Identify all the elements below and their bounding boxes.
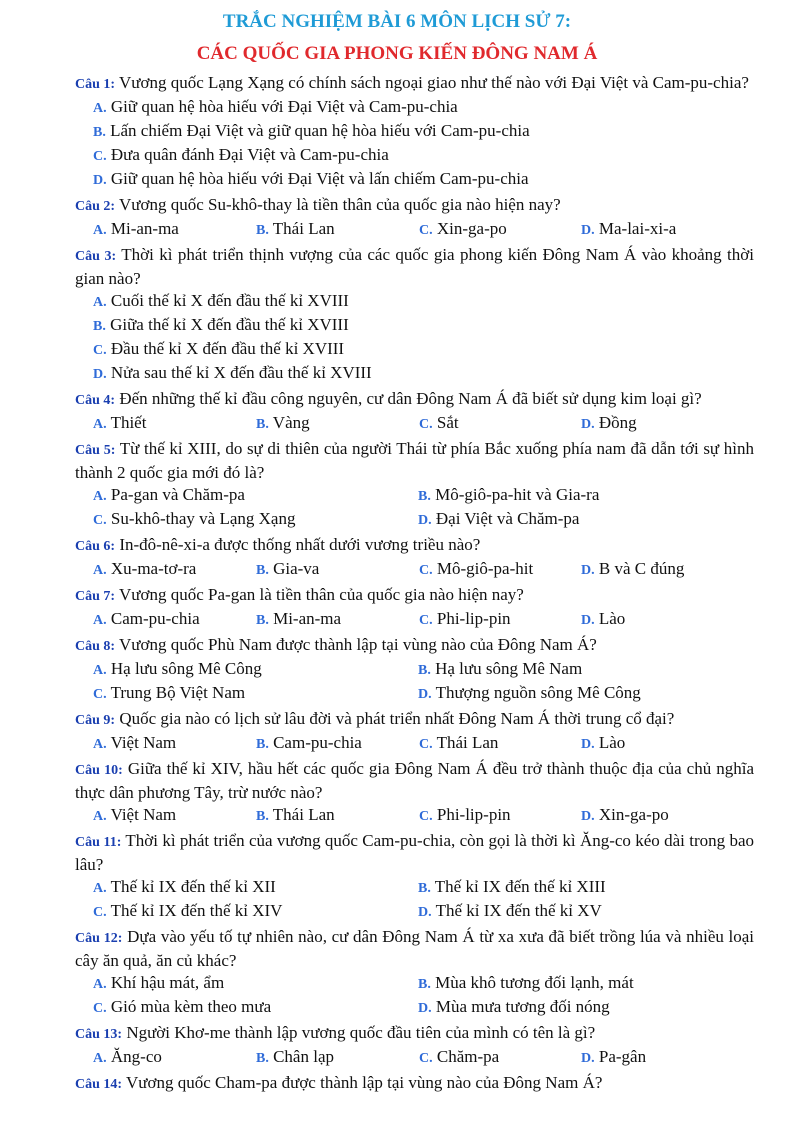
answer-option [93,508,418,532]
option-letter: A. [93,613,107,628]
option-letter: B. [256,613,269,628]
answer-option [418,996,754,1020]
question-number: Câu 13: [75,1027,123,1042]
question-text: In-đô-nê-xi-a được thống nhất dưới vương triều nào? [119,535,481,554]
option-text: Phi-lip-pin [436,805,511,824]
answer-option [581,412,754,436]
option-letter: C. [419,223,433,238]
option-text: Lấn chiếm Đại Việt và giữ quan hệ hòa hiếu với Cam-pu-chia [110,121,530,140]
options-group [75,412,754,436]
option-text: Thế kỉ IX đến thế kỉ XV [435,901,602,920]
answer-option [419,412,581,436]
answer-option [93,338,754,362]
answer-option [418,682,754,706]
question-list [75,72,754,1096]
option-text: Gió mùa kèm theo mưa [110,997,272,1016]
option-text: Giữa thế kỉ X đến đầu thế kỉ XVIII [110,315,349,334]
options-group [75,876,754,924]
options-group [75,972,754,1020]
answer-option [256,608,419,632]
answer-option [418,484,754,508]
option-text: Thế kỉ IX đến thế kỉ XIV [110,901,283,920]
option-letter: B. [418,489,431,504]
option-letter: B. [418,977,431,992]
answer-option [93,168,754,192]
option-letter: C. [93,687,107,702]
options-group [75,608,754,632]
option-text: Khí hậu mát, ẩm [110,973,225,992]
option-letter: B. [256,563,269,578]
answer-option [93,362,754,386]
option-letter: A. [93,417,107,432]
option-text: Cuối thế kỉ X đến đầu thế kỉ XVIII [110,291,349,310]
option-text: Vàng [272,413,310,432]
answer-option [256,804,419,828]
options-group [75,658,754,706]
answer-option [93,96,754,120]
option-letter: B. [93,319,106,334]
answer-option [418,876,754,900]
question-number: Câu 2: [75,199,116,214]
title-line-2: CÁC QUỐC GIA PHONG KIẾN ĐÔNG NAM Á [196,43,598,64]
question-text: Đến những thế kỉ đầu công nguyên, cư dân Đông Nam Á đã biết sử dụng kim loại gì? [119,389,702,408]
question-number: Câu 10: [75,763,123,778]
option-text: Thái Lan [272,219,335,238]
options-group [75,1046,754,1070]
option-text: Việt Nam [110,733,177,752]
question-number: Câu 14: [75,1077,123,1092]
option-letter: D. [581,809,595,824]
answer-option [581,558,754,582]
option-text: Lào [598,733,626,752]
option-letter: C. [93,513,107,528]
option-text: Xin-ga-po [598,805,669,824]
options-group [75,218,754,242]
answer-option [93,804,256,828]
answer-option [581,218,754,242]
question-text: Vương quốc Phù Nam được thành lập tại vùng nào của Đông Nam Á? [119,635,597,654]
question [75,534,754,558]
question-number: Câu 9: [75,713,116,728]
option-text: Thế kỉ IX đến thế kỉ XII [110,877,276,896]
question-number: Câu 8: [75,639,116,654]
option-text: Nửa sau thế kỉ X đến đầu thế kỉ XVIII [110,363,372,382]
answer-option [581,804,754,828]
option-letter: D. [418,687,432,702]
answer-option [419,1046,581,1070]
options-group [75,290,754,386]
option-letter: C. [93,149,107,164]
option-letter: A. [93,223,107,238]
question [75,1022,754,1046]
option-letter: D. [581,1051,595,1066]
option-letter: A. [93,1051,107,1066]
option-letter: D. [581,563,595,578]
answer-option [93,996,418,1020]
option-letter: A. [93,563,107,578]
question-number: Câu 1: [75,77,116,92]
option-text: Mô-giô-pa-hit và Gia-ra [435,485,600,504]
option-letter: B. [256,1051,269,1066]
option-text: Giữ quan hệ hòa hiếu với Đại Việt và lấn chiếm Cam-pu-chia [110,169,529,188]
option-letter: D. [418,1001,432,1016]
option-text: Chăm-pa [436,1047,500,1066]
option-letter: C. [419,809,433,824]
option-letter: B. [256,809,269,824]
option-letter: A. [93,977,107,992]
answer-option [93,682,418,706]
question-number: Câu 4: [75,393,116,408]
question [75,830,754,876]
option-text: Thái Lan [272,805,335,824]
option-text: Cam-pu-chia [273,733,362,752]
answer-option [93,484,418,508]
question-text: Vương quốc Cham-pa được thành lập tại vùng nào của Đông Nam Á? [126,1073,603,1092]
option-letter: C. [93,905,107,920]
option-text: Thượng nguồn sông Mê Công [435,683,641,702]
answer-option [419,732,581,756]
answer-option [93,972,418,996]
option-text: Việt Nam [110,805,177,824]
option-text: Pa-gân [598,1047,647,1066]
answer-option [93,876,418,900]
option-letter: B. [418,663,431,678]
option-letter: D. [93,173,107,188]
answer-option [419,804,581,828]
option-text: Đồng [598,413,637,432]
answer-option [256,412,419,436]
option-text: Mi-an-ma [273,609,342,628]
answer-option [93,144,754,168]
option-letter: C. [93,1001,107,1016]
answer-option [418,658,754,682]
option-text: Thế kỉ IX đến thế kỉ XIII [434,877,606,896]
option-letter: A. [93,737,107,752]
option-letter: B. [418,881,431,896]
option-letter: B. [256,223,269,238]
option-text: Su-khô-thay và Lạng Xạng [110,509,296,528]
option-letter: A. [93,489,107,504]
options-group [75,804,754,828]
question [75,194,754,218]
question-text: Quốc gia nào có lịch sử lâu đời và phát triển nhất Đông Nam Á thời trung cổ đại? [119,709,675,728]
answer-option [93,412,256,436]
option-letter: A. [93,881,107,896]
option-letter: C. [419,417,433,432]
option-letter: B. [256,417,269,432]
option-text: Pa-gan và Chăm-pa [110,485,245,504]
option-text: Hạ lưu sông Mê Nam [435,659,583,678]
answer-option [256,1046,419,1070]
option-text: Trung Bộ Việt Nam [110,683,246,702]
option-letter: D. [581,737,595,752]
answer-option [581,732,754,756]
option-text: Sắt [436,413,459,432]
question-number: Câu 12: [75,931,123,946]
option-text: Xin-ga-po [436,219,507,238]
question [75,1072,754,1096]
option-text: Mùa mưa tương đối nóng [435,997,610,1016]
option-letter: A. [93,101,107,116]
question [75,758,754,804]
option-letter: C. [419,563,433,578]
question-number: Câu 5: [75,443,116,458]
option-text: Đưa quân đánh Đại Việt và Cam-pu-chia [110,145,389,164]
answer-option [93,290,754,314]
answer-option [418,508,754,532]
question-number: Câu 7: [75,589,116,604]
answer-option [93,1046,256,1070]
option-text: Mô-giô-pa-hit [436,559,534,578]
question-number: Câu 11: [75,835,122,850]
option-text: Mi-an-ma [110,219,179,238]
question-text: Vương quốc Pa-gan là tiền thân của quốc gia nào hiện nay? [119,585,524,604]
option-text: Giữ quan hệ hòa hiếu với Đại Việt và Cam-pu-chia [110,97,458,116]
option-letter: C. [419,737,433,752]
question [75,708,754,732]
question [75,72,754,96]
options-group [75,732,754,756]
question-text: Vương quốc Su-khô-thay là tiền thân của quốc gia nào hiện nay? [119,195,561,214]
option-letter: C. [419,1051,433,1066]
question-text: Thời kì phát triển của vương quốc Cam-pu-chia, còn gọi là thời kì Ăng-co kéo dài trong bao lâu? [75,831,754,874]
option-text: Xu-ma-tơ-ra [110,559,197,578]
option-letter: D. [581,223,595,238]
question [75,634,754,658]
option-text: Chân lạp [273,1047,334,1066]
answer-option [418,900,754,924]
option-text: Đại Việt và Chăm-pa [435,509,580,528]
option-letter: D. [581,417,595,432]
option-letter: B. [256,737,269,752]
option-letter: C. [419,613,433,628]
option-text: B và C đúng [598,559,685,578]
question-text: Vương quốc Lạng Xạng có chính sách ngoại giao như thế nào với Đại Việt và Cam-pu-chia? [119,73,749,92]
option-text: Lào [598,609,626,628]
option-text: Thiết [110,413,147,432]
option-text: Mùa khô tương đối lạnh, mát [435,973,634,992]
question [75,438,754,484]
question [75,584,754,608]
answer-option [256,558,419,582]
answer-option [93,732,256,756]
option-text: Ma-lai-xi-a [598,219,677,238]
option-letter: A. [93,809,107,824]
option-text: Gia-va [273,559,320,578]
question-text: Người Khơ-me thành lập vương quốc đầu tiên của mình có tên là gì? [126,1023,596,1042]
options-group [75,96,754,192]
option-text: Hạ lưu sông Mê Công [110,659,262,678]
answer-option [93,658,418,682]
option-letter: A. [93,295,107,310]
option-text: Thái Lan [436,733,499,752]
answer-option [419,558,581,582]
answer-option [93,314,754,338]
question [75,926,754,972]
option-letter: B. [93,125,106,140]
option-letter: D. [418,513,432,528]
answer-option [256,732,419,756]
question-text: Dựa vào yếu tố tự nhiên nào, cư dân Đông Nam Á từ xa xưa đã biết trồng lúa và nhiều loại cây ăn quả, ăn củ khác? [75,927,755,970]
question-number: Câu 6: [75,539,116,554]
options-group [75,558,754,582]
answer-option [581,608,754,632]
option-letter: D. [418,905,432,920]
answer-option [93,218,256,242]
question-text: Giữa thế kỉ XIV, hầu hết các quốc gia Đông Nam Á đều trở thành thuộc địa của chủ nghĩa thực dân phương Tây, trừ nước nào? [75,759,755,802]
title-line-1: TRẮC NGHIỆM BÀI 6 MÔN LỊCH SỬ 7: [222,11,572,32]
option-text: Phi-lip-pin [436,609,511,628]
answer-option [93,608,256,632]
answer-option [419,218,581,242]
answer-option [256,218,419,242]
option-letter: D. [581,613,595,628]
option-text: Ăng-co [110,1047,162,1066]
answer-option [93,120,754,144]
question-number: Câu 3: [75,249,117,264]
answer-option [93,900,418,924]
answer-option [93,558,256,582]
option-text: Đầu thế kỉ X đến đầu thế kỉ XVIII [110,339,345,358]
question-text: Thời kì phát triển thịnh vượng của các quốc gia phong kiến Đông Nam Á vào khoảng thời gian nào? [75,245,754,288]
option-letter: C. [93,343,107,358]
question [75,388,754,412]
answer-option [419,608,581,632]
option-letter: A. [93,663,107,678]
option-text: Cam-pu-chia [110,609,200,628]
answer-option [418,972,754,996]
question [75,244,754,290]
options-group [75,484,754,532]
question-text: Từ thế kỉ XIII, do sự di thiên của người Thái từ phía Bắc xuống phía nam đã dẫn tới sự hình thành 2 quốc gia mới đó là? [75,439,754,482]
option-letter: D. [93,367,107,382]
answer-option [581,1046,754,1070]
